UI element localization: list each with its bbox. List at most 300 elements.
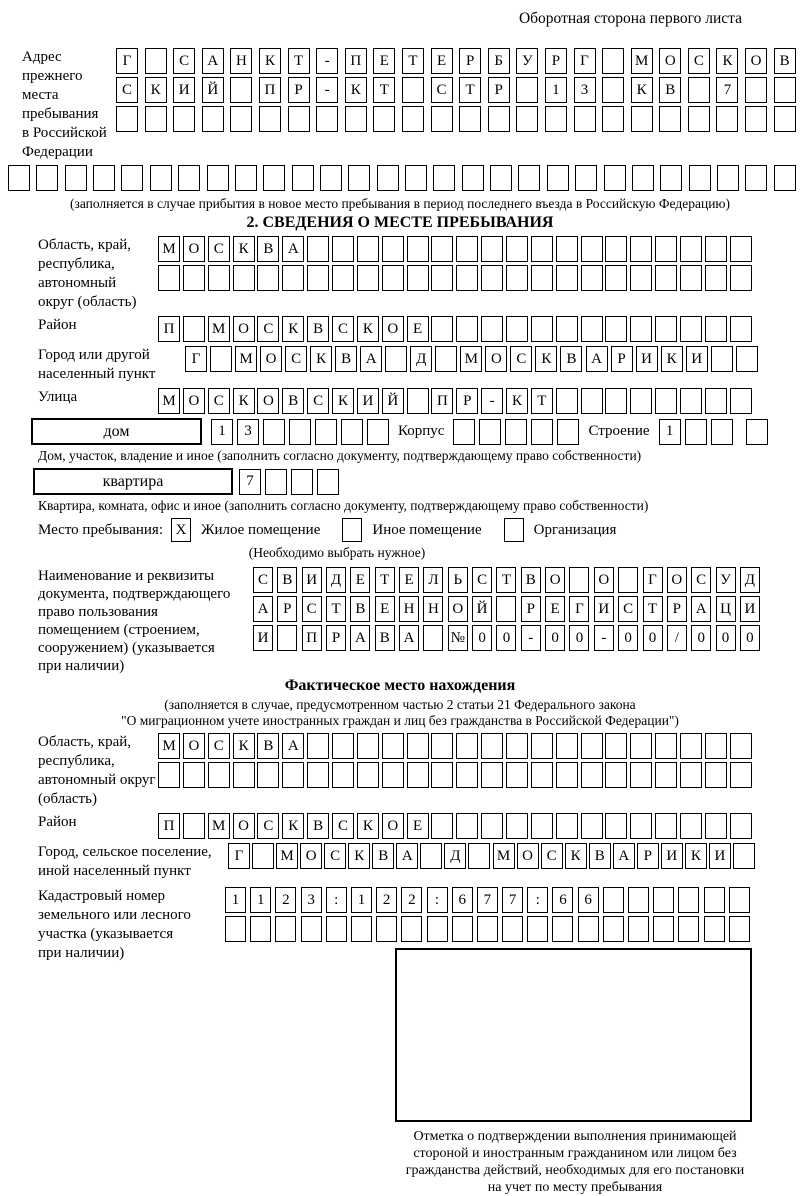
char-cell-empty [729, 887, 750, 913]
charbox-row [158, 388, 752, 414]
char-cell-empty [456, 236, 478, 262]
char-cell-empty [516, 77, 538, 103]
char-cell-filled: - [316, 48, 338, 74]
char-cell-filled: У [716, 567, 736, 593]
char-cell-empty [730, 733, 752, 759]
char-cell-empty [531, 733, 553, 759]
char-cell-empty [382, 265, 404, 291]
charbox-row [116, 48, 796, 74]
char-cell-empty [332, 762, 354, 788]
char-cell-empty [307, 762, 329, 788]
char-cell-filled: 0 [472, 625, 492, 651]
char-cell-filled: Н [423, 596, 443, 622]
ulitsa-label: Улица [38, 389, 78, 405]
char-cell-filled: Й [472, 596, 492, 622]
field-ulitsa [0, 388, 800, 414]
char-cell-filled: Р [288, 77, 310, 103]
charbox-row [225, 916, 750, 942]
char-cell-filled: И [173, 77, 195, 103]
char-cell-empty [320, 165, 342, 191]
char-cell-filled: 0 [618, 625, 638, 651]
char-cell-filled: О [745, 48, 767, 74]
text-line: на учет по месту пребывания [487, 1180, 663, 1195]
confirmation-stamp-caption [365, 1128, 785, 1196]
char-cell-empty [407, 762, 429, 788]
text-line: Наименование и реквизиты [38, 568, 215, 584]
text-line: "О миграционном учете иностранных граждан и лиц без гражданства в Российской Федерации") [121, 713, 679, 728]
char-cell-empty [490, 165, 512, 191]
stay-type-label: Место пребывания: [38, 521, 163, 538]
char-cell-filled: И [357, 388, 379, 414]
char-cell-empty [385, 346, 407, 372]
char-cell-empty [547, 165, 569, 191]
char-cell-empty [173, 106, 195, 132]
char-cell-filled: 6 [578, 887, 599, 913]
previous-address-caption: (заполняется в случае прибытия в новое место пребывания в период последнего въезда в Российскую Федерацию) [69, 196, 731, 211]
char-cell-filled: Е [545, 596, 565, 622]
charbox-row-overflow [8, 165, 796, 191]
char-cell-empty [145, 48, 167, 74]
char-cell-filled: А [586, 346, 608, 372]
char-cell-empty [680, 762, 702, 788]
char-cell-empty [774, 165, 796, 191]
option-label-zhiloe: Жилое помещение [201, 521, 321, 538]
char-cell-filled: Т [496, 567, 516, 593]
char-cell-empty [481, 316, 503, 342]
char-cell-empty [431, 813, 453, 839]
char-cell-filled: К [233, 236, 255, 262]
char-cell-filled: С [332, 813, 354, 839]
text-line: стороной и иностранным гражданином или лицом без [413, 1146, 737, 1161]
charbox-row [253, 567, 760, 593]
char-cell-filled: К [685, 843, 707, 869]
char-cell-empty [680, 316, 702, 342]
char-cell-empty [348, 165, 370, 191]
char-cell-empty [351, 916, 372, 942]
char-cell-filled: М [493, 843, 515, 869]
char-cell-empty [716, 106, 738, 132]
char-cell-empty [431, 236, 453, 262]
char-cell-filled: К [565, 843, 587, 869]
char-cell-filled: Г [643, 567, 663, 593]
kadastr-label [38, 887, 225, 961]
char-cell-empty [307, 265, 329, 291]
char-cell-empty [116, 106, 138, 132]
char-cell-empty [717, 165, 739, 191]
charbox-row-dom [211, 419, 389, 445]
char-cell-empty [93, 165, 115, 191]
text-line: документа, подтверждающего [38, 586, 231, 602]
char-cell-filled: Р [459, 48, 481, 74]
char-cell-empty [531, 265, 553, 291]
charbox-row-stroenie [659, 419, 733, 445]
char-cell-filled: В [350, 596, 370, 622]
char-cell-empty [630, 316, 652, 342]
char-cell-empty [603, 887, 624, 913]
char-cell-filled: О [183, 733, 205, 759]
char-cell-empty [605, 265, 627, 291]
char-cell-filled: А [396, 843, 418, 869]
char-cell-filled: - [521, 625, 541, 651]
char-cell-empty [604, 165, 626, 191]
char-cell-filled: С [332, 316, 354, 342]
char-cell-empty [680, 388, 702, 414]
charbox-row [228, 843, 755, 869]
char-cell-empty [581, 762, 603, 788]
char-cell-filled: К [631, 77, 653, 103]
char-cell-empty [183, 316, 205, 342]
char-cell-empty [705, 316, 727, 342]
char-cell-empty [158, 265, 180, 291]
char-cell-filled: 6 [552, 887, 573, 913]
text-line: автономный [38, 275, 117, 291]
charbox-row [158, 733, 752, 759]
char-cell-filled: В [307, 316, 329, 342]
char-cell-filled: А [613, 843, 635, 869]
char-cell-filled: С [324, 843, 346, 869]
char-cell-empty [774, 77, 796, 103]
char-cell-filled: А [399, 625, 419, 651]
text-line: сооружением) (указывается [38, 640, 215, 656]
char-cell-filled: О [667, 567, 687, 593]
char-cell-filled: М [158, 733, 180, 759]
char-cell-filled: К [348, 843, 370, 869]
char-cell-filled: Т [402, 48, 424, 74]
char-cell-filled: К [357, 316, 379, 342]
char-cell-filled: Р [637, 843, 659, 869]
char-cell-empty [705, 733, 727, 759]
char-cell-empty [632, 165, 654, 191]
field-oblast-2 [0, 733, 800, 809]
char-cell-empty [367, 419, 389, 445]
char-cell-empty [618, 567, 638, 593]
char-cell-empty [435, 346, 457, 372]
char-cell-filled: С [472, 567, 492, 593]
char-cell-filled: Р [545, 48, 567, 74]
char-cell-empty [405, 165, 427, 191]
char-cell-filled: О [485, 346, 507, 372]
char-cell-filled: А [253, 596, 273, 622]
char-cell-filled: П [158, 813, 180, 839]
char-cell-empty [317, 469, 339, 495]
field-rayon [0, 316, 800, 342]
char-cell-empty [730, 316, 752, 342]
char-cell-filled: Е [407, 813, 429, 839]
char-cell-filled: Е [407, 316, 429, 342]
char-cell-filled: Т [459, 77, 481, 103]
char-cell-empty [605, 733, 627, 759]
char-cell-empty [602, 106, 624, 132]
char-cell-filled: В [307, 813, 329, 839]
char-cell-filled: С [541, 843, 563, 869]
char-cell-filled: Т [531, 388, 553, 414]
char-cell-filled: А [350, 625, 370, 651]
char-cell-empty [158, 762, 180, 788]
char-cell-empty [488, 106, 510, 132]
char-cell-empty [345, 106, 367, 132]
char-cell-filled: О [382, 813, 404, 839]
text-line: республика, [38, 256, 115, 272]
char-cell-empty [688, 77, 710, 103]
char-cell-empty [357, 762, 379, 788]
char-cell-filled: О [260, 346, 282, 372]
char-cell-empty [605, 762, 627, 788]
text-line: Федерации [22, 144, 93, 160]
charbox-row [158, 813, 752, 839]
char-cell-filled: Е [431, 48, 453, 74]
char-cell-filled: М [158, 236, 180, 262]
char-cell-empty [291, 469, 313, 495]
char-cell-empty [263, 165, 285, 191]
char-cell-empty [660, 165, 682, 191]
char-cell-empty [477, 916, 498, 942]
char-cell-empty [8, 165, 30, 191]
char-cell-filled: О [594, 567, 614, 593]
char-cell-filled: 1 [659, 419, 681, 445]
char-cell-filled: И [636, 346, 658, 372]
char-cell-empty [307, 236, 329, 262]
char-cell-empty [506, 733, 528, 759]
char-cell-filled: 7 [716, 77, 738, 103]
charbox-row [158, 316, 752, 342]
char-cell-empty [307, 733, 329, 759]
field-oblast [0, 236, 800, 312]
char-cell-empty [481, 762, 503, 788]
char-cell-empty [605, 316, 627, 342]
char-cell-filled: 0 [716, 625, 736, 651]
char-cell-filled: К [145, 77, 167, 103]
char-cell-filled: Е [375, 596, 395, 622]
char-cell-filled: Р [521, 596, 541, 622]
char-cell-empty [433, 165, 455, 191]
text-line: в Российской [22, 125, 107, 141]
char-cell-empty [578, 916, 599, 942]
char-cell-empty [332, 733, 354, 759]
char-cell-empty [481, 813, 503, 839]
char-cell-empty [574, 106, 596, 132]
char-cell-empty [401, 916, 422, 942]
char-cell-empty [531, 316, 553, 342]
char-cell-empty [581, 813, 603, 839]
char-cell-empty [680, 265, 702, 291]
char-cell-empty [630, 813, 652, 839]
char-cell-filled: П [158, 316, 180, 342]
char-cell-empty [602, 48, 624, 74]
char-cell-filled: Л [423, 567, 443, 593]
char-cell-filled: Т [375, 567, 395, 593]
char-cell-empty [377, 165, 399, 191]
char-cell-filled: О [382, 316, 404, 342]
actual-location-title: Фактическое место нахождения [284, 677, 516, 694]
text-line: помещением (строением, [38, 622, 200, 638]
char-cell-empty [456, 733, 478, 759]
char-cell-filled: К [310, 346, 332, 372]
char-cell-filled: В [372, 843, 394, 869]
charbox-row [116, 77, 796, 103]
kvartira-box: квартира [33, 468, 233, 495]
char-cell-empty [431, 733, 453, 759]
char-cell-filled: С [253, 567, 273, 593]
char-cell-filled: - [481, 388, 503, 414]
char-cell-empty [36, 165, 58, 191]
char-cell-empty [705, 265, 727, 291]
char-cell-empty [575, 165, 597, 191]
char-cell-empty [545, 106, 567, 132]
char-cell-empty [730, 813, 752, 839]
confirmation-stamp-box [395, 948, 752, 1122]
char-cell-empty [407, 265, 429, 291]
field-gorod-2 [0, 843, 800, 881]
char-cell-filled: 0 [569, 625, 589, 651]
char-cell-empty [506, 762, 528, 788]
char-cell-empty [183, 762, 205, 788]
char-cell-empty [569, 567, 589, 593]
char-cell-empty [680, 236, 702, 262]
char-cell-filled: В [589, 843, 611, 869]
char-cell-empty [382, 733, 404, 759]
char-cell-empty [292, 165, 314, 191]
char-cell-empty [452, 916, 473, 942]
char-cell-empty [655, 388, 677, 414]
char-cell-filled: В [277, 567, 297, 593]
actual-location-caption [0, 697, 800, 729]
char-cell-filled: 6 [452, 887, 473, 913]
char-cell-filled: М [158, 388, 180, 414]
char-cell-filled: М [208, 813, 230, 839]
stroenie-label: Строение [588, 423, 650, 439]
charbox-row [225, 887, 750, 913]
char-cell-filled: Т [326, 596, 346, 622]
char-cell-empty [730, 236, 752, 262]
char-cell-empty [357, 265, 379, 291]
char-cell-empty [183, 813, 205, 839]
char-cell-empty [603, 916, 624, 942]
text-line: гражданства действий, необходимых для его постановки [405, 1163, 745, 1178]
char-cell-filled: 3 [237, 419, 259, 445]
char-cell-empty [556, 316, 578, 342]
char-cell-filled: Н [399, 596, 419, 622]
char-cell-empty [407, 388, 429, 414]
charbox-row [116, 106, 796, 132]
char-cell-filled: С [116, 77, 138, 103]
charbox-row [253, 596, 760, 622]
char-cell-empty [556, 762, 578, 788]
char-cell-empty [655, 265, 677, 291]
char-cell-filled: О [448, 596, 468, 622]
char-cell-filled: Е [373, 48, 395, 74]
char-cell-empty [556, 813, 578, 839]
char-cell-filled: К [259, 48, 281, 74]
char-cell-empty [230, 106, 252, 132]
char-cell-filled: - [316, 77, 338, 103]
text-line: республика, [38, 753, 115, 769]
char-cell-filled: Ь [448, 567, 468, 593]
char-cell-filled: 3 [574, 77, 596, 103]
char-cell-empty [431, 265, 453, 291]
charbox-row [185, 346, 758, 372]
char-cell-empty [680, 733, 702, 759]
char-cell-empty [316, 106, 338, 132]
char-cell-empty [605, 388, 627, 414]
char-cell-filled: 1 [225, 887, 246, 913]
char-cell-filled: К [716, 48, 738, 74]
char-cell-empty [556, 265, 578, 291]
char-cell-empty [736, 346, 758, 372]
char-cell-filled: 2 [401, 887, 422, 913]
char-cell-empty [653, 887, 674, 913]
char-cell-filled: С [688, 48, 710, 74]
char-cell-empty [481, 265, 503, 291]
char-cell-filled: П [259, 77, 281, 103]
char-cell-filled: 7 [477, 887, 498, 913]
char-cell-empty [733, 843, 755, 869]
char-cell-empty [581, 733, 603, 759]
char-cell-filled: Р [277, 596, 297, 622]
char-cell-empty [468, 843, 490, 869]
char-cell-empty [557, 419, 579, 445]
char-cell-filled: К [282, 316, 304, 342]
char-cell-filled: И [740, 596, 760, 622]
char-cell-empty [602, 77, 624, 103]
char-cell-empty [746, 419, 768, 445]
char-cell-filled: В [375, 625, 395, 651]
charbox-row [158, 265, 752, 291]
char-cell-empty [655, 762, 677, 788]
char-cell-filled: С [691, 567, 711, 593]
char-cell-filled: 0 [643, 625, 663, 651]
char-cell-empty [210, 346, 232, 372]
char-cell-empty [506, 265, 528, 291]
house-row [31, 418, 800, 445]
char-cell-filled: О [183, 236, 205, 262]
char-cell-filled: К [282, 813, 304, 839]
char-cell-empty [250, 916, 271, 942]
char-cell-filled: К [535, 346, 557, 372]
char-cell-empty [263, 419, 285, 445]
char-cell-filled: В [659, 77, 681, 103]
char-cell-filled: : [527, 887, 548, 913]
char-cell-filled: 0 [740, 625, 760, 651]
char-cell-empty [382, 762, 404, 788]
char-cell-filled: Т [373, 77, 395, 103]
document-rows [253, 567, 760, 651]
dom-box: дом [31, 418, 202, 445]
char-cell-empty [289, 419, 311, 445]
gorod-2-label [38, 843, 228, 881]
char-cell-filled: И [686, 346, 708, 372]
checkbox-organizatsiya [504, 518, 524, 542]
char-cell-filled: Г [116, 48, 138, 74]
char-cell-empty [456, 762, 478, 788]
char-cell-filled: Т [288, 48, 310, 74]
char-cell-empty [678, 916, 699, 942]
option-label-organizatsiya: Организация [533, 521, 617, 538]
char-cell-empty [655, 316, 677, 342]
char-cell-filled: № [448, 625, 468, 651]
char-cell-empty [605, 236, 627, 262]
char-cell-empty [453, 419, 475, 445]
char-cell-filled: Р [456, 388, 478, 414]
char-cell-empty [704, 916, 725, 942]
char-cell-empty [552, 916, 573, 942]
char-cell-filled: : [326, 887, 347, 913]
charbox-row [158, 762, 752, 788]
char-cell-empty [431, 316, 453, 342]
char-cell-empty [531, 419, 553, 445]
char-cell-empty [407, 733, 429, 759]
char-cell-filled: С [431, 77, 453, 103]
char-cell-filled: Г [569, 596, 589, 622]
